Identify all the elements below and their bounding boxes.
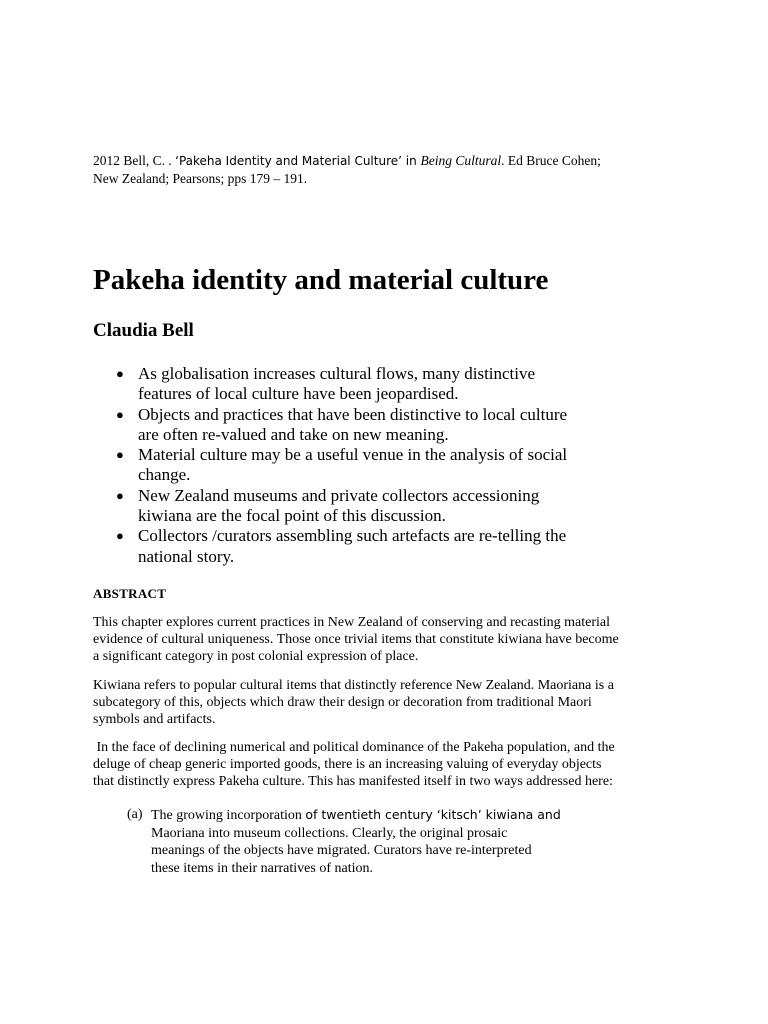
list-item xyxy=(93,445,633,486)
bullet-icon: ● xyxy=(116,528,124,544)
bullet-line: change. xyxy=(138,465,191,485)
enumerated-item-a xyxy=(127,806,597,877)
item-line: of twentieth century ‘kitsch’ kiwiana and xyxy=(305,807,561,822)
abstract-paragraph-3 xyxy=(93,739,683,790)
citation-book-title: Being Cultural xyxy=(420,153,502,168)
paragraph-line: deluge of cheap generic imported goods, there is an increasing valuing of everyday objects xyxy=(93,757,602,772)
bullet-line: kiwiana are the focal point of this discussion. xyxy=(138,506,446,526)
bullet-line: As globalisation increases cultural flows, many distinctive xyxy=(138,364,536,383)
paragraph-line: a significant category in post colonial expression of place. xyxy=(93,649,419,664)
paragraph-line: symbols and artifacts. xyxy=(93,712,216,727)
item-line: The growing incorporation xyxy=(151,808,306,823)
abstract-paragraph-1 xyxy=(93,614,683,665)
paragraph-line: In the face of declining numerical and political dominance of the Pakeha population, and the xyxy=(93,740,615,755)
bullet-line: are often re-valued and take on new meaning. xyxy=(138,424,449,444)
list-item xyxy=(93,526,633,567)
citation-author: 2012 Bell, C. . xyxy=(93,153,176,168)
citation-line-1 xyxy=(93,152,693,170)
paragraph-line: that distinctly express Pakeha culture. This has manifested itself in two ways addressed here: xyxy=(93,774,613,789)
paragraph-line: Kiwiana refers to popular cultural items that distinctly reference New Zealand. Maoriana is a xyxy=(93,678,614,693)
citation-quoted-title: ‘Pakeha Identity and Material Culture’ in xyxy=(175,154,421,168)
bullet-line: Collectors /curators assembling such artefacts are re-telling the xyxy=(138,526,567,546)
bullet-icon: ● xyxy=(116,487,124,503)
item-line: meanings of the objects have migrated. Curators have re-interpreted xyxy=(151,843,532,858)
paragraph-line: This chapter explores current practices in New Zealand of conserving and recasting material xyxy=(93,615,611,630)
list-item xyxy=(93,486,633,527)
paragraph-line: evidence of cultural uniqueness. Those once trivial items that constitute kiwiana have become xyxy=(93,632,619,647)
abstract-heading: ABSTRACT xyxy=(93,586,167,601)
paragraph-line: subcategory of this, objects which draw their design or decoration from traditional Maori xyxy=(93,695,592,710)
list-item xyxy=(93,364,633,405)
citation-editor: . Ed Bruce Cohen; xyxy=(501,153,601,168)
bullet-icon: ● xyxy=(116,366,124,381)
item-line: Maoriana into museum collections. Clearly, the original prosaic xyxy=(151,825,508,841)
bullet-icon: ● xyxy=(116,406,124,422)
author-name: Claudia Bell xyxy=(93,320,194,341)
bullet-line: Material culture may be a useful venue in the analysis of social xyxy=(138,445,568,465)
bullet-line: features of local culture have been jeopardised. xyxy=(138,384,459,404)
citation xyxy=(93,152,693,187)
bullet-line: New Zealand museums and private collectors accessioning xyxy=(138,485,540,505)
abstract-paragraph-2 xyxy=(93,677,683,728)
item-line: these items in their narratives of nation. xyxy=(151,860,373,876)
bullet-line: national story. xyxy=(138,546,235,566)
key-points-list xyxy=(93,364,633,567)
bullet-line: Objects and practices that have been distinctive to local culture xyxy=(138,404,568,424)
item-body xyxy=(127,806,597,877)
list-item xyxy=(93,405,633,446)
citation-line-2: New Zealand; Pearsons; pps 179 – 191. xyxy=(93,171,308,186)
page-title: Pakeha identity and material culture xyxy=(93,264,549,296)
item-marker: (a) xyxy=(127,807,143,822)
bullet-icon: ● xyxy=(116,447,124,463)
